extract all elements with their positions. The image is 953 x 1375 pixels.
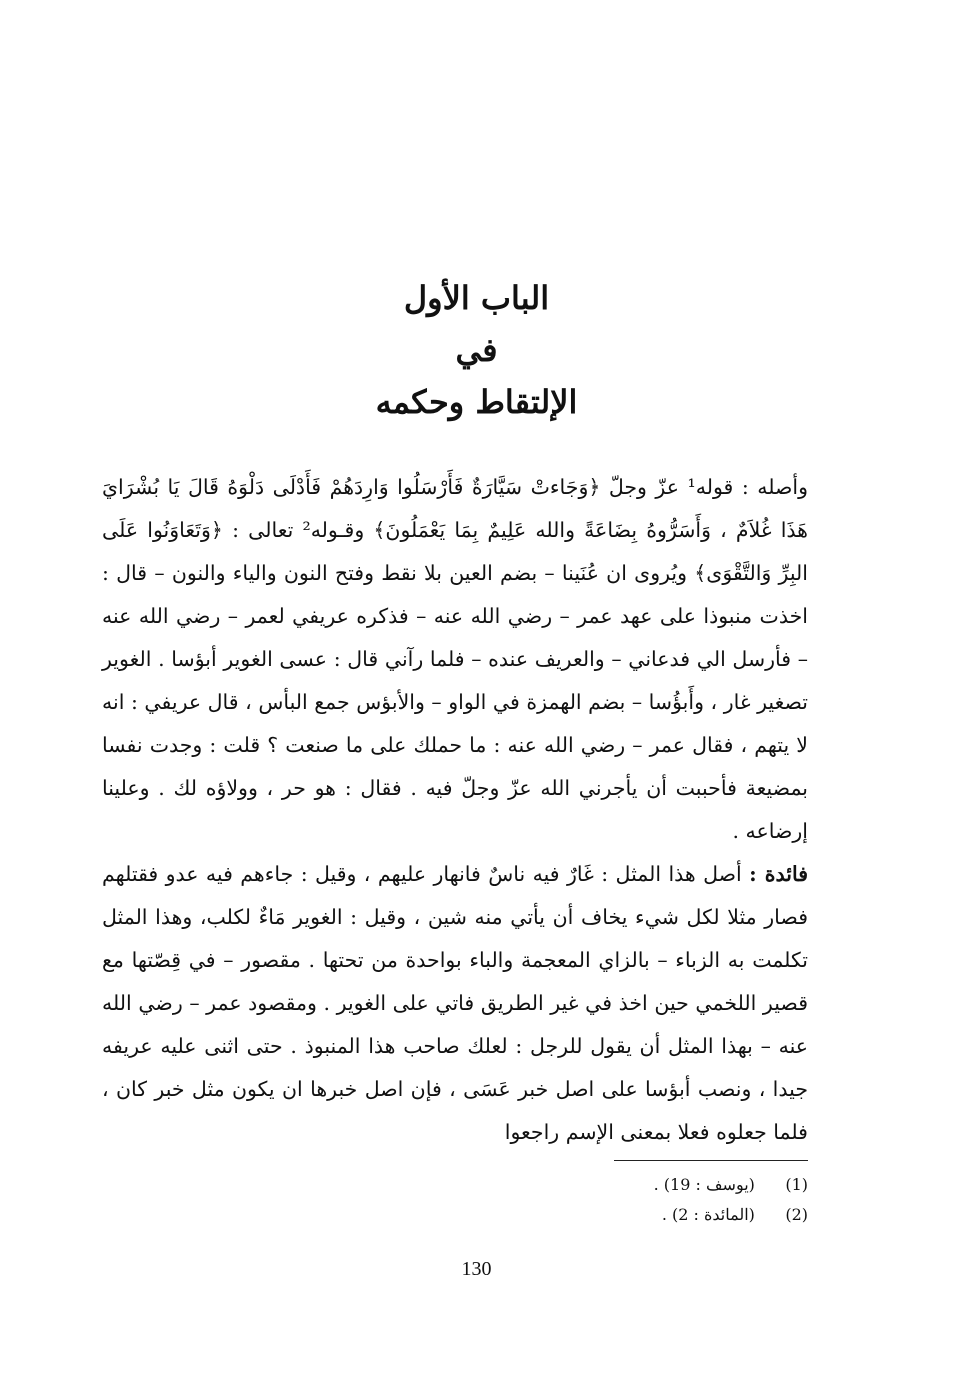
main-text: [102, 466, 808, 1154]
footnote-2: [654, 1200, 808, 1230]
footnote-number: (2): [785, 1205, 808, 1224]
chapter-title-line-3: الإلتقاط وحكمه: [375, 383, 578, 421]
footnotes: [654, 1170, 808, 1230]
page-number: 130: [461, 1258, 492, 1280]
note-text: أصل هذا المثل : غَارٌ فيه ناسٌ فانهار عليهم ، وقيل : جاءهم فيه عدو فقتلهم فصار مثلا لكل شيء يخاف أن يأتي منه شين ، وقيل : الغوير مَاءٌ لكلب، وهذا المثل تكلمت به الزباء – بالزاي المعجمة والباء بواحدة من تحتها . مقصور – في قِصّتها مع قصير اللخمي حين اخذ في غير الطريق فاتي على الغوير . ومقصود عمر – رضي الله عنه – بهذا المثل أن يقول للرجل : لعلك صاحب هذا المنبوذ . حتى اثنى عليه عريفه جيدا ، ونصب أبؤسا على اصل خبر عَسَى ، فإن اصل خبرها ان يكون مثل خبر كان ، فلما جعلوه فعلا بمعنى الإسم راجعوا: [102, 862, 809, 1144]
footnote-number: (1): [785, 1175, 808, 1194]
footnote-text: (المائدة : 2) .: [661, 1205, 755, 1224]
footnote-1: [654, 1170, 808, 1200]
chapter-title-line-2: في: [455, 331, 498, 369]
note-lead: فائدة :: [749, 862, 808, 886]
paragraph-2: [102, 853, 808, 1154]
footnote-text: (يوسف : 19) .: [653, 1175, 755, 1194]
chapter-title-line-1: الباب الأول: [403, 279, 550, 317]
chapter-heading: [0, 272, 953, 428]
footnote-divider: [614, 1160, 808, 1161]
paragraph-1: وأصله : قوله¹ عزّ وجلّ ﴿وَجَاءتْ سَيَّارَةٌ فَأَرْسَلُوا وَارِدَهُمْ فَأَدْلَى دَلْوَهُ قَالَ يَا بُشْرَايَ هَذَا غُلاَمٌ ، وَأَسَرُّوهُ بِضَاعَةً والله عَلِيمٌ بِمَا يَعْمَلُونَ﴾ وقـوله² تعالى : ﴿وَتَعَاوَنُوا عَلَى البِرِّ وَالتَّقْوَى﴾ ويُروى ان عُنَينا – بضم العين بلا نقط وفتح النون والياء والنون – قال : اخذت منبوذا على عهد عمر – رضي الله عنه – فذكره عريفي لعمر – رضي الله عنه – فأرسل الي فدعاني – والعريف عنده – فلما رآني قال : عسى الغوير أبؤسا . الغوير تصغير غار ، وأَبؤُسا – بضم الهمزة في الواو – والأبؤس جمع البأس ، قال عريفي : انه لا يتهم ، فقال عمر – رضي الله عنه : ما حملك على ما صنعت ؟ قلت : وجدت نفسا بمضيعة فأحببت أن يأجرني الله عزّ وجلّ فيه . فقال : هو حر ، وولاؤه لك . وعلينا إرضاعه .: [102, 475, 808, 843]
